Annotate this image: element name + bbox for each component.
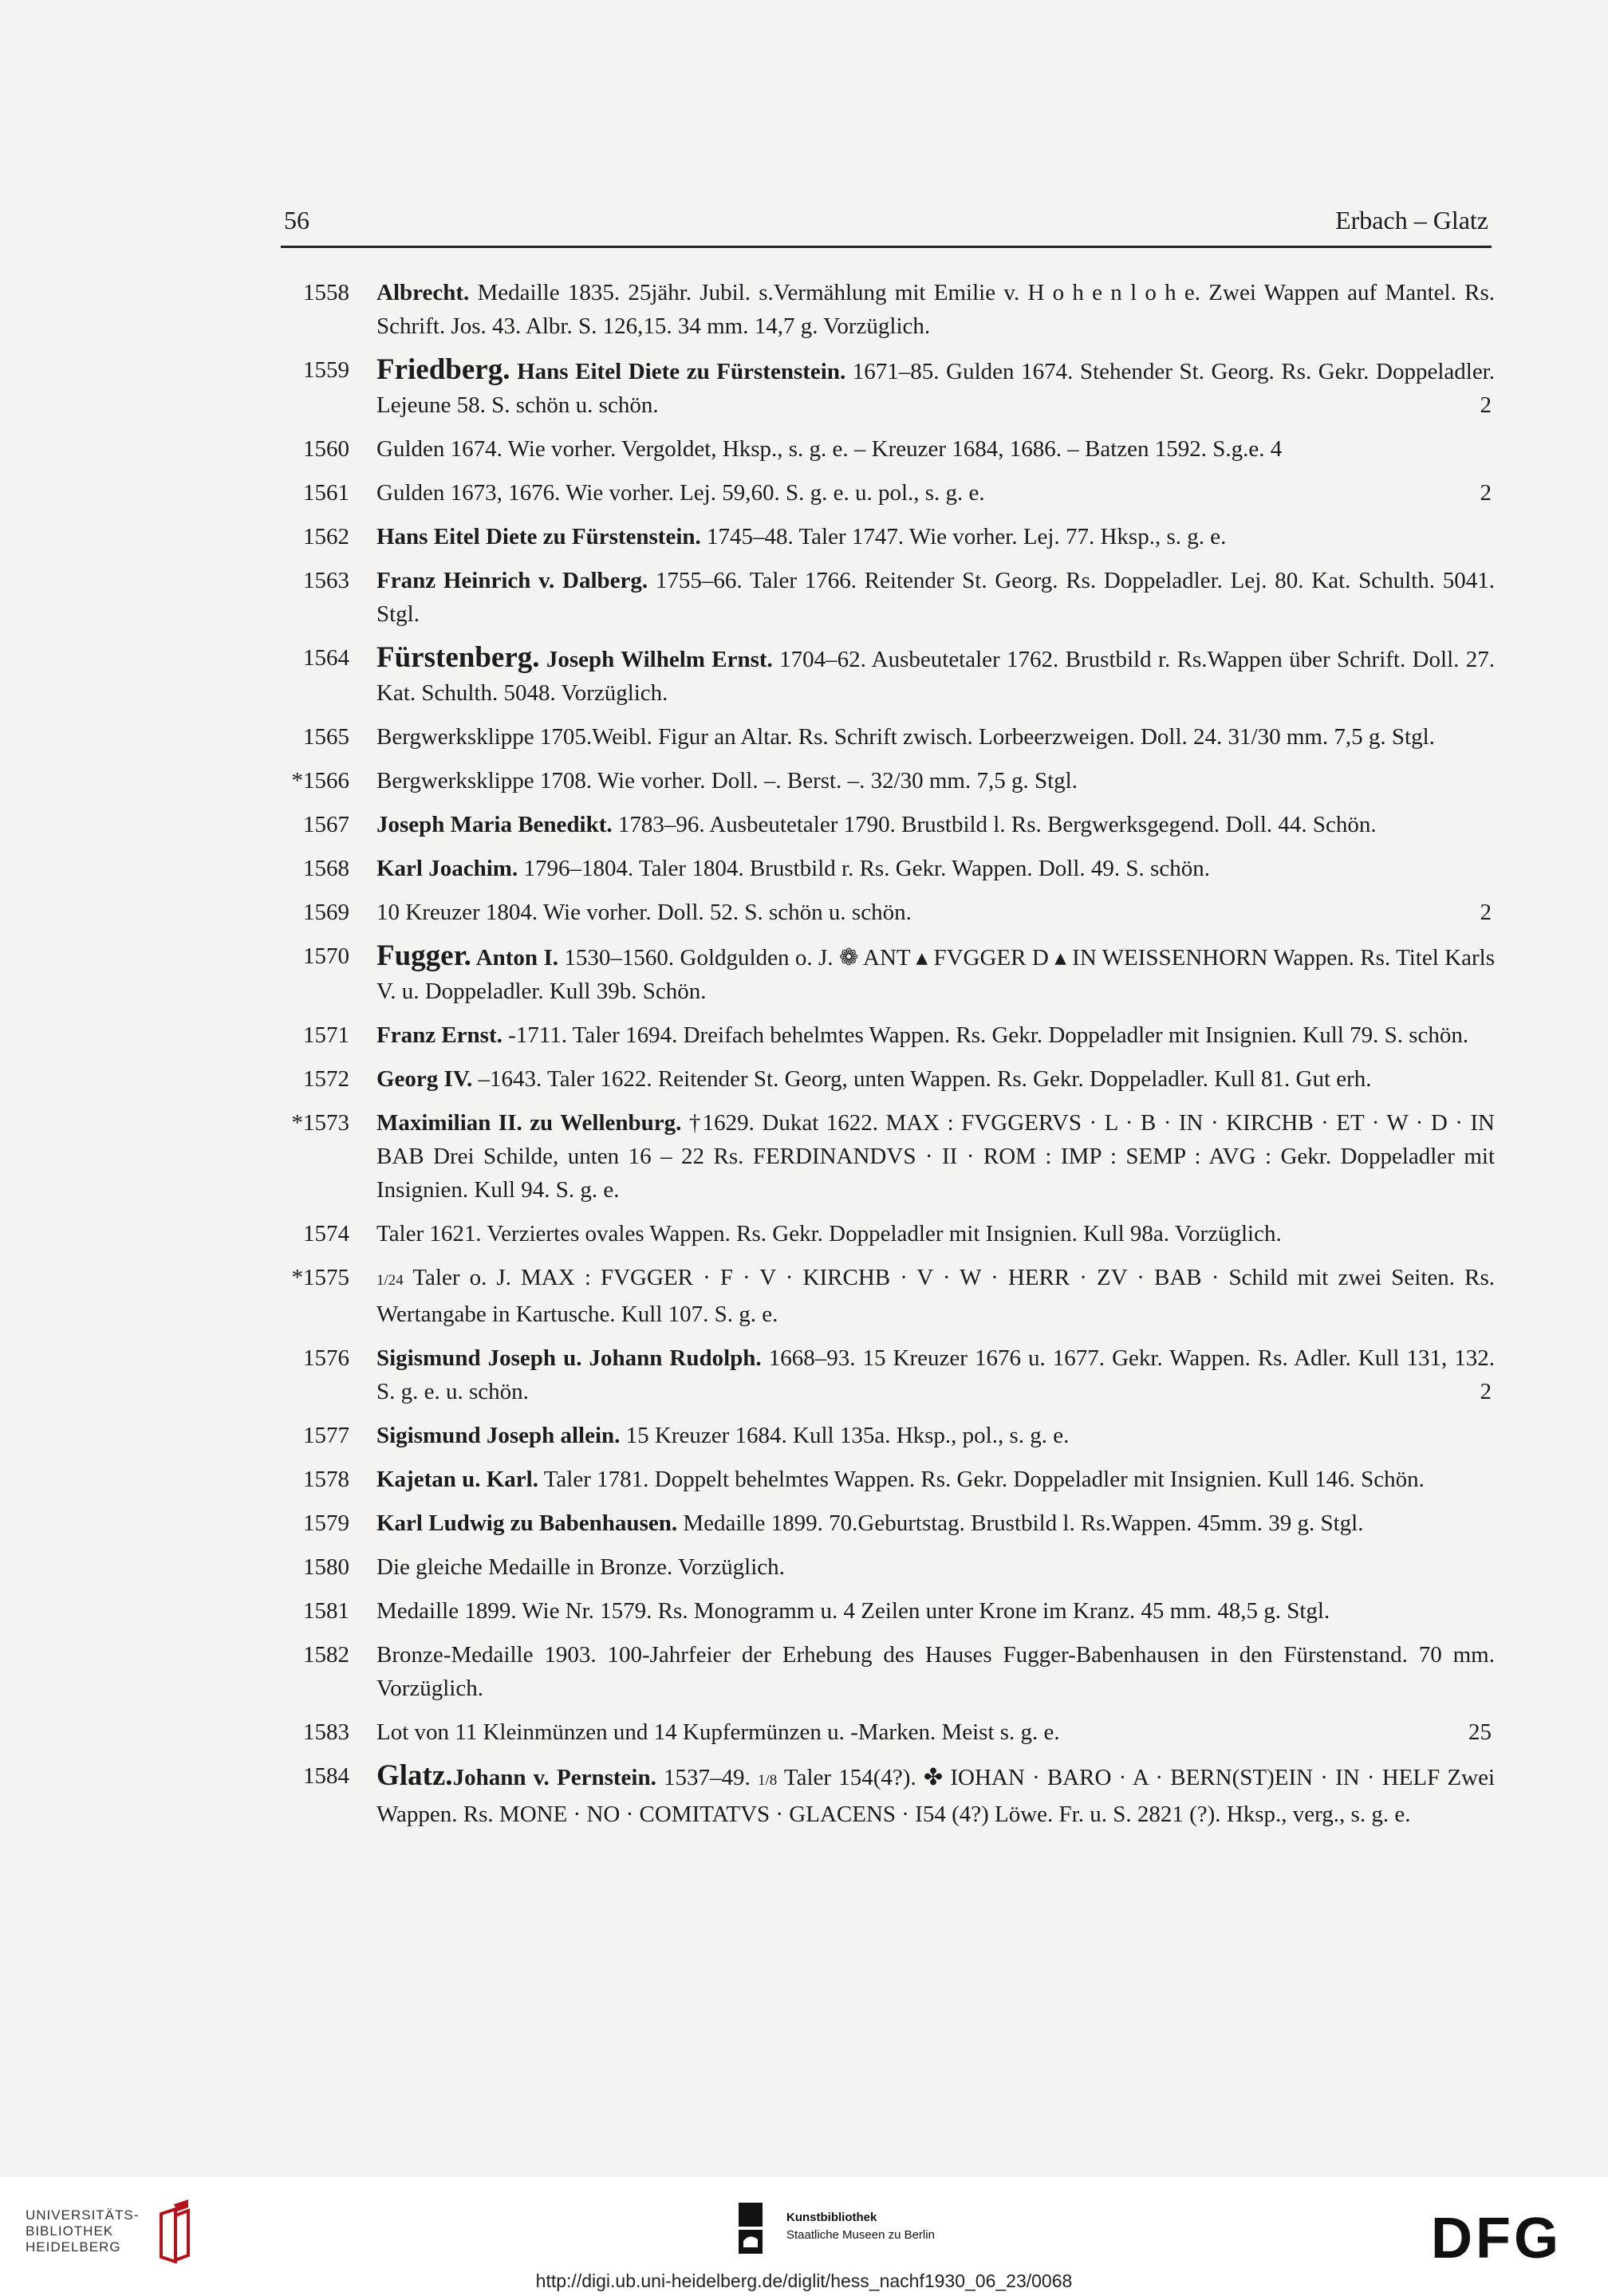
lot-number: 1570 [303, 943, 349, 969]
lot-number: 1563 [303, 568, 349, 593]
catalog-entry [263, 353, 1495, 422]
description-text: 1671–85. Gulden 1674. Stehender St. Georg. Rs. Gekr. Doppeladler. Lejeune 58. S. schön u. schön. [376, 359, 1495, 418]
catalog-entry [263, 1341, 1495, 1408]
lot-description [376, 1638, 1495, 1705]
ruler-heading: Franz Ernst. [376, 1022, 503, 1048]
catalog-entry [263, 1506, 1495, 1540]
description-text: 1783–96. Ausbeutetaler 1790. Brustbild l. Rs. Bergwerksgegend. Doll. 44. Schön. [612, 812, 1377, 837]
lot-description [376, 1018, 1495, 1052]
lot-number: 1576 [303, 1345, 349, 1371]
catalog-entry [263, 641, 1495, 710]
lot-description [376, 1715, 1495, 1749]
catalog-entry [263, 1419, 1495, 1452]
catalog-entries [263, 276, 1495, 1841]
description-text: Die gleiche Medaille in Bronze. Vorzüglich. [376, 1554, 785, 1580]
lot-number: 1561 [303, 480, 349, 506]
catalog-entry [263, 720, 1495, 754]
lot-description [376, 1106, 1495, 1207]
description-text: Medaille 1899. Wie Nr. 1579. Rs. Monogramm u. 4 Zeilen unter Krone im Kranz. 45 mm. 48,5 g. Stgl. [376, 1598, 1330, 1624]
catalog-entry [263, 276, 1495, 343]
catalog-entry [263, 764, 1495, 797]
description-text: Gulden 1673, 1676. Wie vorher. Lej. 59,60. S. g. e. u. pol., s. g. e. [376, 480, 985, 506]
catalog-entry [263, 939, 1495, 1008]
lot-price: 2 [1480, 480, 1492, 506]
lot-price: 2 [1480, 900, 1492, 925]
description-text: 10 Kreuzer 1804. Wie vorher. Doll. 52. S. schön u. schön. [376, 900, 912, 925]
lot-number: 1558 [303, 280, 349, 305]
fraction: 1/24 [376, 1272, 404, 1289]
catalog-entry [263, 1550, 1495, 1584]
lot-description [376, 1217, 1495, 1250]
lot-number: 1567 [303, 812, 349, 837]
lot-description [376, 353, 1495, 422]
lot-number: 1581 [303, 1598, 349, 1624]
catalog-entry [263, 852, 1495, 885]
mint-heading: Fugger. [376, 939, 471, 972]
ruler-heading: Anton I. [471, 945, 558, 971]
ruler-heading: Johann v. Pernstein. [452, 1765, 656, 1790]
catalog-entry [263, 1062, 1495, 1096]
lot-description [376, 939, 1495, 1008]
lot-description [376, 1341, 1495, 1408]
catalog-entry [263, 808, 1495, 841]
ruler-heading: Karl Ludwig zu Babenhausen. [376, 1510, 678, 1536]
lot-number: 1580 [303, 1554, 349, 1580]
lot-price: 2 [1480, 392, 1492, 418]
lot-description [376, 764, 1495, 797]
lot-description [376, 808, 1495, 841]
description-text: Taler 1621. Verziertes ovales Wappen. Rs. Gekr. Doppeladler mit Insignien. Kull 98a. Vorzüglich. [376, 1221, 1282, 1246]
lot-number: 1579 [303, 1510, 349, 1536]
lot-number: 1583 [303, 1719, 349, 1745]
dfg-logo[interactable]: DFG [1431, 2207, 1562, 2270]
ruler-heading: Joseph Wilhelm Ernst. [539, 647, 773, 672]
lot-number: *1566 [291, 768, 349, 794]
ruler-heading: Albrecht. [376, 280, 470, 305]
fraction: 1/8 [757, 1772, 778, 1789]
ruler-heading: Sigismund Joseph u. Johann Rudolph. [376, 1345, 762, 1371]
description-text: Taler 1781. Doppelt behelmtes Wappen. Rs. Gekr. Doppeladler mit Insignien. Kull 146. Schön. [538, 1467, 1425, 1492]
lot-number: 1562 [303, 524, 349, 549]
catalog-entry [263, 1217, 1495, 1250]
ub-heidelberg-logo[interactable] [26, 2207, 139, 2255]
lot-description [376, 896, 1495, 929]
lot-description [376, 1550, 1495, 1584]
lot-description [376, 852, 1495, 885]
description-text: 1530–1560. Goldgulden o. J. ❁ ANT ▴ FVGGER D ▴ IN WEISSENHORN Wappen. Rs. Titel Karls V. u. Doppeladler. Kull 39b. Schön. [376, 945, 1495, 1004]
description-text: Bergwerksklippe 1708. Wie vorher. Doll. –. Berst. –. 32/30 mm. 7,5 g. Stgl. [376, 768, 1078, 794]
header-rule [281, 246, 1492, 248]
page-header [281, 206, 1492, 246]
kb-name: Kunstbibliothek [786, 2211, 877, 2224]
catalog-entry [263, 432, 1495, 466]
catalog-entry [263, 1759, 1495, 1831]
catalog-entry [263, 1106, 1495, 1207]
description-text: Taler o. J. MAX : FVGGER · F · V · KIRCHB · V · W · HERR · ZV · BAB · Schild mit zwei Seiten. Rs. Wertangabe in Kartusche. Kull 107. S. g. e. [376, 1265, 1495, 1327]
lot-price: 25 [1468, 1719, 1492, 1745]
description-text: 1755–66. Taler 1766. Reitender St. Georg. Rs. Doppeladler. Lej. 80. Kat. Schulth. 5041. Stgl. [376, 568, 1495, 627]
catalog-entry [263, 896, 1495, 929]
mint-heading: Fürstenberg. [376, 641, 540, 674]
description-text: †1629. Dukat 1622. MAX : FVGGERVS · L · B · IN · KIRCHB · ET · W · D · IN BAB Drei Schilde, unten 16 – 22 Rs. FERDINANDVS · II · ROM : IMP : SEMP : AVG : Gekr. Doppeladler mit Insignien. Kull 94. S. g. e. [376, 1110, 1495, 1203]
mint-heading: Glatz. [376, 1759, 453, 1792]
lot-number: 1584 [303, 1763, 349, 1789]
ub-logo-line: BIBLIOTHEK [26, 2223, 114, 2239]
catalog-entry [263, 476, 1495, 510]
lot-number: 1560 [303, 436, 349, 462]
description-text: 1796–1804. Taler 1804. Brustbild r. Rs. Gekr. Wappen. Doll. 49. S. schön. [518, 856, 1210, 881]
description-text: 1704–62. Ausbeutetaler 1762. Brustbild r. Rs.Wappen über Schrift. Doll. 27. Kat. Schulth. 5048. Vorzüglich. [376, 647, 1495, 706]
lot-number: 1574 [303, 1221, 349, 1246]
lot-description [376, 1062, 1495, 1096]
description-text: -1711. Taler 1694. Dreifach behelmtes Wappen. Rs. Gekr. Doppeladler mit Insignien. Kull 79. S. schön. [502, 1022, 1469, 1048]
lot-description [376, 1419, 1495, 1452]
description-text: Gulden 1674. Wie vorher. Vergoldet, Hksp., s. g. e. – Kreuzer 1684, 1686. – Batzen 1592. S.g.e. 4 [376, 436, 1283, 462]
description-text: 15 Kreuzer 1684. Kull 135a. Hksp., pol., s. g. e. [620, 1423, 1070, 1448]
ruler-heading: Joseph Maria Benedikt. [376, 812, 613, 837]
lot-number: 1582 [303, 1642, 349, 1668]
lot-description [376, 720, 1495, 754]
catalog-entry [263, 1463, 1495, 1496]
running-head: Erbach – Glatz [1335, 206, 1488, 234]
lot-number: 1568 [303, 856, 349, 881]
description-text: 1745–48. Taler 1747. Wie vorher. Lej. 77. Hksp., s. g. e. [700, 524, 1227, 549]
lot-description [376, 520, 1495, 553]
description-text: Medaille 1835. 25jähr. Jubil. s.Vermählung mit Emilie v. H o h e n l o h e. Zwei Wappen auf Mantel. Rs. Schrift. Jos. 43. Albr. S. 126,15. 34 mm. 14,7 g. Vorzüglich. [376, 280, 1495, 339]
description-text: Taler 154(4?). ✤ IOHAN · BARO · A · BERN(ST)EIN · IN · HELF Zwei Wappen. Rs. MONE · NO · COMITATVS · GLACENS · I54 (4?) Löwe. Fr. u. S. 2821 (?). Hksp., verg., s. g. e. [376, 1765, 1496, 1827]
kb-subtitle: Staatliche Museen zu Berlin [786, 2228, 935, 2242]
description-text: Lot von 11 Kleinmünzen und 14 Kupfermünzen u. -Marken. Meist s. g. e. [376, 1719, 1060, 1745]
ruler-heading: Georg IV. [376, 1066, 473, 1092]
ub-logo-line: HEIDELBERG [26, 2239, 121, 2255]
kunstbibliothek-icon [735, 2203, 777, 2254]
lot-number: 1578 [303, 1467, 349, 1492]
catalog-entry [263, 564, 1495, 631]
catalog-entry [263, 1594, 1495, 1628]
lot-description [376, 641, 1495, 710]
mint-heading: Friedberg. [376, 353, 510, 386]
lot-number: 1565 [303, 724, 349, 750]
ruler-heading: Sigismund Joseph allein. [376, 1423, 621, 1448]
catalog-entry [263, 1261, 1495, 1331]
catalog-entry [263, 1638, 1495, 1705]
lot-description [376, 476, 1495, 510]
kunstbibliothek-logo[interactable] [786, 2209, 935, 2244]
description-text: 1668–93. 15 Kreuzer 1676 u. 1677. Gekr. Wappen. Rs. Adler. Kull 131, 132. S. g. e. u. schön. [376, 1345, 1496, 1404]
catalog-entry [263, 520, 1495, 553]
lot-description [376, 432, 1495, 466]
lot-price: 2 [1480, 1379, 1492, 1404]
ruler-heading: Karl Joachim. [376, 856, 518, 881]
ruler-heading: Hans Eitel Diete zu Fürstenstein. [376, 524, 701, 549]
catalog-entry [263, 1018, 1495, 1052]
lot-number: 1571 [303, 1022, 349, 1048]
lot-number: *1573 [291, 1110, 349, 1136]
lot-number: 1577 [303, 1423, 349, 1448]
description-text: Medaille 1899. 70.Geburtstag. Brustbild l. Rs.Wappen. 45mm. 39 g. Stgl. [677, 1510, 1364, 1536]
lot-description [376, 1759, 1495, 1831]
description-text: Bergwerksklippe 1705.Weibl. Figur an Altar. Rs. Schrift zwisch. Lorbeerzweigen. Doll. 24. 31/30 mm. 7,5 g. Stgl. [376, 724, 1435, 750]
lot-number: 1569 [303, 900, 349, 925]
catalog-entry [263, 1715, 1495, 1749]
ruler-heading: Franz Heinrich v. Dalberg. [376, 568, 648, 593]
lot-description [376, 1463, 1495, 1496]
description-text: Bronze-Medaille 1903. 100-Jahrfeier der Erhebung des Hauses Fugger-Babenhausen in den Fürstenstand. 70 mm. Vorzüglich. [376, 1642, 1495, 1701]
lot-description [376, 1594, 1495, 1628]
ub-logo-line: UNIVERSITÄTS- [26, 2207, 140, 2223]
lot-number: 1559 [303, 357, 349, 383]
lot-description [376, 1261, 1495, 1331]
page-number: 56 [284, 206, 309, 234]
permalink-url[interactable]: http://digi.ub.uni-heidelberg.de/diglit/hess_nachf1930_06_23/0068 [535, 2270, 1073, 2291]
ruler-heading: Maximilian II. zu Wellenburg. [376, 1110, 682, 1136]
lot-number: 1564 [303, 645, 349, 671]
ub-emblem-icon [152, 2200, 191, 2263]
lot-description [376, 276, 1495, 343]
lot-number: *1575 [291, 1265, 349, 1290]
description-text: –1643. Taler 1622. Reitender St. Georg, unten Wappen. Rs. Gekr. Doppeladler. Kull 81. Gut erh. [472, 1066, 1372, 1092]
viewer-footer [0, 2177, 1608, 2296]
ruler-heading: Hans Eitel Diete zu Fürstenstein. [510, 359, 846, 384]
lot-description [376, 1506, 1495, 1540]
description-text: 1537–49. [656, 1765, 758, 1790]
lot-description [376, 564, 1495, 631]
lot-number: 1572 [303, 1066, 349, 1092]
ruler-heading: Kajetan u. Karl. [376, 1467, 538, 1492]
